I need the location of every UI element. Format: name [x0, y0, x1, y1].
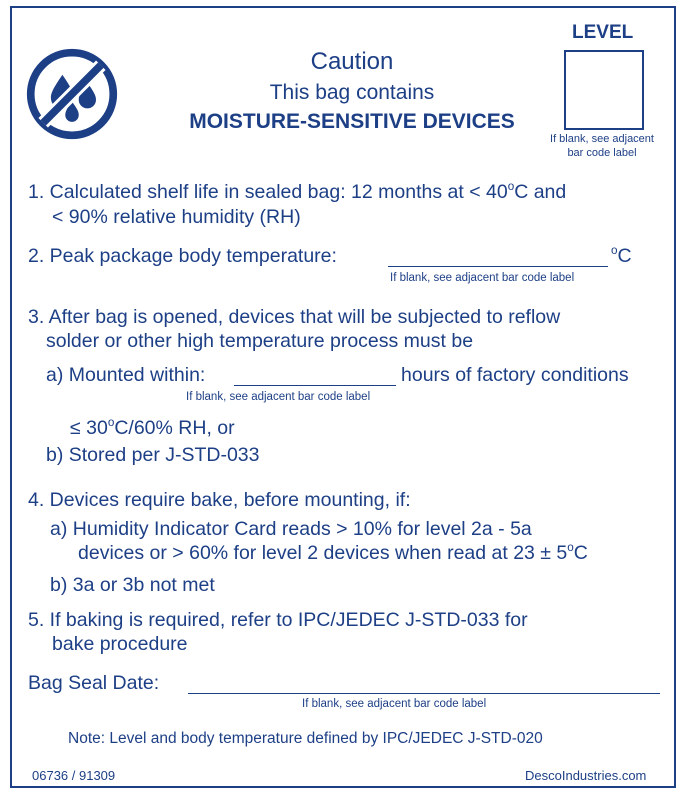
item-3a-text: a) Mounted within:	[46, 364, 206, 386]
no-moisture-icon	[24, 46, 120, 142]
degree-sign: o	[507, 179, 515, 193]
seal-date-blank	[188, 693, 660, 694]
item-4a-unit: C	[573, 542, 588, 564]
moisture-caution-label	[10, 6, 676, 788]
item-5-line-2: bake procedure	[52, 633, 188, 655]
peak-temp-note: If blank, see adjacent bar code label	[390, 272, 575, 284]
seal-date-note: If blank, see adjacent bar code label	[302, 698, 487, 710]
item-4a-line-1: a) Humidity Indicator Card reads > 10% for level 2a - 5a	[50, 518, 532, 540]
caution-heading: Caution	[310, 48, 394, 75]
item-3a-hours: hours of factory conditions	[401, 364, 629, 386]
level-box	[564, 50, 644, 130]
item-2-text: 2. Peak package body temperature:	[28, 245, 337, 267]
item-4b-text: b) 3a or 3b not met	[50, 574, 215, 596]
item-3-line-2: solder or other high temperature process must be	[46, 330, 474, 352]
part-code: 06736 / 91309	[32, 768, 116, 783]
item-5-line-1: 5. If baking is required, refer to IPC/JEDEC J-STD-033 for	[28, 609, 528, 631]
item-1-line-2: < 90% relative humidity (RH)	[52, 206, 301, 228]
bag-contains-text: This bag contains	[269, 81, 435, 104]
item-1-text: 1. Calculated shelf life in sealed bag: 12 months at < 40	[28, 181, 508, 203]
condition-rh: C/60% RH, or	[114, 417, 235, 439]
peak-temp-blank	[388, 266, 608, 267]
item-4a-text: devices or > 60% for level 2 devices when read at 23 ± 5	[78, 542, 568, 564]
item-1-unit: C and	[514, 181, 567, 203]
item-4-text: 4. Devices require bake, before mounting, if:	[28, 489, 411, 511]
item-4a-line-2	[78, 542, 588, 565]
item-3a-condition	[70, 417, 235, 440]
website: DescoIndustries.com	[525, 768, 647, 783]
level-note	[532, 132, 672, 160]
mount-hours-blank	[234, 385, 396, 386]
condition-temp: ≤ 30	[70, 417, 108, 439]
item-3-line-1: 3. After bag is opened, devices that will be subjected to reflow	[28, 306, 561, 328]
seal-date-label: Bag Seal Date:	[28, 672, 160, 694]
celsius-unit: C	[617, 245, 632, 267]
standard-note: Note: Level and body temperature defined by IPC/JEDEC J-STD-020	[68, 730, 543, 747]
level-note-line1: If blank, see adjacent	[550, 133, 654, 145]
degree-sign: o	[567, 540, 574, 554]
degree-sign: o	[611, 243, 618, 257]
degree-sign: o	[107, 415, 115, 429]
level-title: LEVEL	[572, 22, 634, 43]
level-note-line2: bar code label	[567, 147, 637, 159]
item-2-unit	[611, 245, 632, 268]
item-1-line-1	[28, 181, 566, 204]
mount-hours-note: If blank, see adjacent bar code label	[186, 391, 371, 403]
msd-title: MOISTURE-SENSITIVE DEVICES	[189, 110, 515, 133]
item-3b-text: b) Stored per J-STD-033	[46, 444, 260, 466]
